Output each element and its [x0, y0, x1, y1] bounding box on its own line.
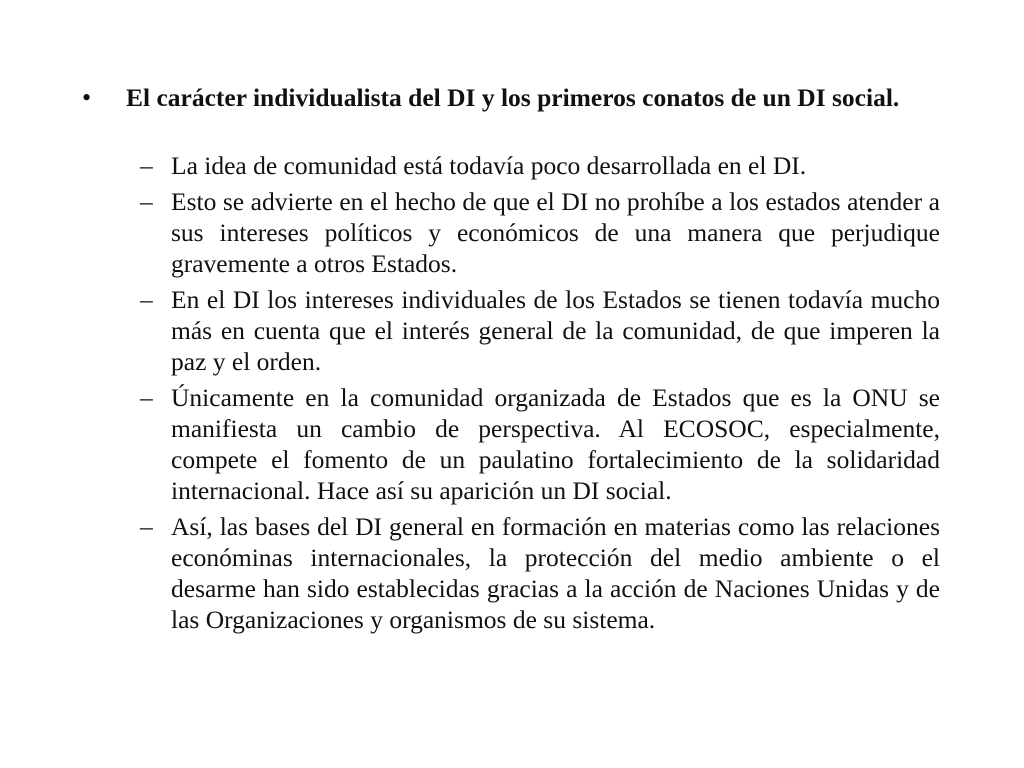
sub-bullet-text: En el DI los intereses individuales de los Estados se tienen todavía mucho más en cuenta que el interés general de la comunidad, de que imperen la paz y el orden.	[171, 285, 940, 376]
sub-bullet-item	[140, 284, 940, 377]
sub-bullet-text: La idea de comunidad está todavía poco desarrollada en el DI.	[171, 151, 807, 180]
sub-bullet-list	[140, 150, 940, 640]
sub-bullet-item	[140, 150, 940, 181]
sub-bullet-text: Así, las bases del DI general en formación en materias como las relaciones económinas internacionales, la protección del medio ambiente o el desarme han sido establecidas gracias a la acción de Naciones Unidas y de las Organizaciones y organismos de su sistema.	[171, 512, 940, 634]
main-bullet-text: El carácter individualista del DI y los primeros conatos de un DI social.	[126, 83, 900, 112]
sub-bullet-text: Esto se advierte en el hecho de que el DI no prohíbe a los estados atender a sus intereses políticos y económicos de una manera que perjudique gravemente a otros Estados.	[171, 187, 940, 278]
sub-bullet-item	[140, 382, 940, 506]
dash-marker: –	[140, 512, 153, 541]
dash-marker: –	[140, 285, 153, 314]
dash-marker: –	[140, 383, 153, 412]
dash-marker: –	[140, 187, 153, 216]
sub-bullet-item	[140, 186, 940, 279]
sub-bullet-text: Únicamente en la comunidad organizada de Estados que es la ONU se manifiesta un cambio de perspectiva. Al ECOSOC, especialmente, compete el fomento de un paulatino fortalecimiento de la solidaridad internacional. Hace así su aparición un DI social.	[171, 383, 940, 505]
main-bullet-item	[82, 82, 942, 113]
dash-marker: –	[140, 151, 153, 180]
bullet-marker: •	[82, 83, 92, 112]
sub-bullet-item	[140, 511, 940, 635]
